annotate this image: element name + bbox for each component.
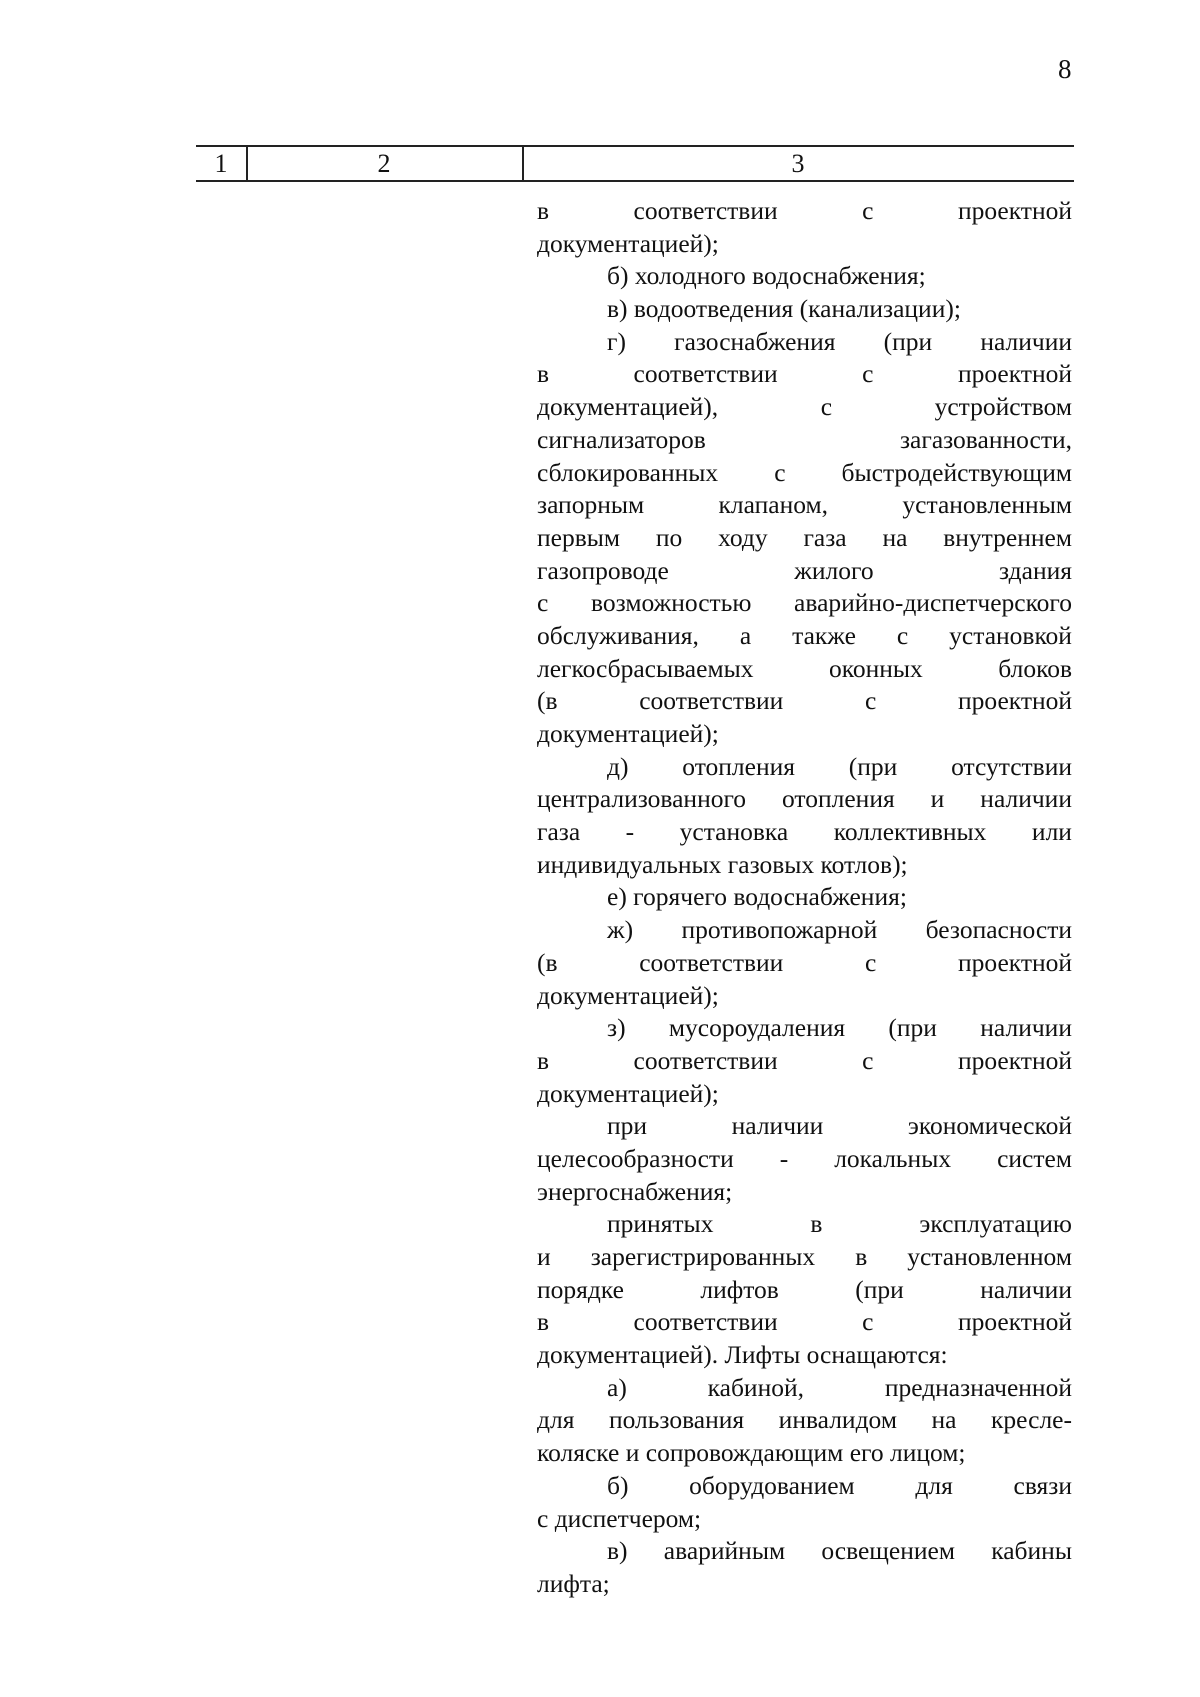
text-line: с возможностью аварийно-диспетчерского	[537, 588, 1072, 618]
text-line: б) холодного водоснабжения;	[607, 261, 926, 291]
text-line: лифта;	[537, 1568, 610, 1598]
text-line: и зарегистрированных в установленном	[537, 1242, 1072, 1271]
text-line: в соответствии с проектной	[537, 1307, 1072, 1337]
text-line: документацией), с устройством	[537, 392, 1072, 422]
text-line: в соответствии с проектной	[537, 196, 1072, 225]
text-line: документацией);	[537, 719, 719, 748]
text-line: а) кабиной, предназначенной	[607, 1372, 1072, 1402]
text-line: в) аварийным освещением кабины	[607, 1536, 1072, 1566]
text-line: (в соответствии с проектной	[537, 686, 1072, 716]
column-3-text	[537, 195, 1072, 1601]
text-line: первым по ходу газа на внутреннем	[537, 522, 1072, 552]
page-number: 8	[1058, 54, 1072, 84]
text-line: документацией);	[537, 980, 719, 1010]
text-line: индивидуальных газовых котлов);	[537, 849, 908, 879]
text-line: газа - установка коллективных или	[537, 817, 1072, 847]
text-line: з) мусороудаления (при наличии	[607, 1013, 1072, 1043]
text-line: б) оборудованием для связи	[607, 1470, 1072, 1500]
text-line: сблокированных с быстродействующим	[537, 457, 1072, 487]
text-line: принятых в эксплуатацию	[607, 1209, 1072, 1239]
table-header	[196, 145, 1074, 182]
text-line: газопроводе жилого здания	[537, 555, 1072, 585]
text-line: порядке лифтов (при наличии	[537, 1274, 1072, 1304]
text-line: при наличии экономической	[607, 1111, 1072, 1141]
column-header-1: 1	[214, 149, 228, 178]
text-line: документацией). Лифты оснащаются:	[537, 1340, 948, 1370]
text-line: для пользования инвалидом на кресле-	[537, 1405, 1072, 1435]
column-header-3: 3	[791, 149, 805, 178]
text-line: легкосбрасываемых оконных блоков	[537, 653, 1072, 683]
text-line: ж) противопожарной безопасности	[607, 915, 1072, 945]
text-line: в) водоотведения (канализации);	[607, 294, 961, 324]
text-line: в соответствии с проектной	[537, 359, 1072, 389]
column-header-2: 2	[377, 149, 391, 178]
text-line: энергоснабжения;	[537, 1176, 733, 1206]
text-line: г) газоснабжения (при наличии	[607, 326, 1072, 356]
text-line: сигнализаторов загазованности,	[537, 424, 1072, 454]
text-line: коляске и сопровождающим его лицом;	[537, 1438, 966, 1468]
text-line: с диспетчером;	[537, 1503, 702, 1533]
text-line: запорным клапаном, установленным	[537, 490, 1072, 520]
text-line: целесообразности - локальных систем	[537, 1143, 1072, 1173]
text-line: д) отопления (при отсутствии	[607, 751, 1072, 781]
text-line: в соответствии с проектной	[537, 1045, 1072, 1075]
text-line: централизованного отопления и наличии	[537, 784, 1072, 814]
text-line: документацией);	[537, 228, 719, 258]
text-line: документацией);	[537, 1078, 719, 1108]
text-line: (в соответствии с проектной	[537, 947, 1072, 977]
text-line: обслуживания, а также с установкой	[537, 620, 1072, 650]
text-line: е) горячего водоснабжения;	[607, 882, 907, 912]
